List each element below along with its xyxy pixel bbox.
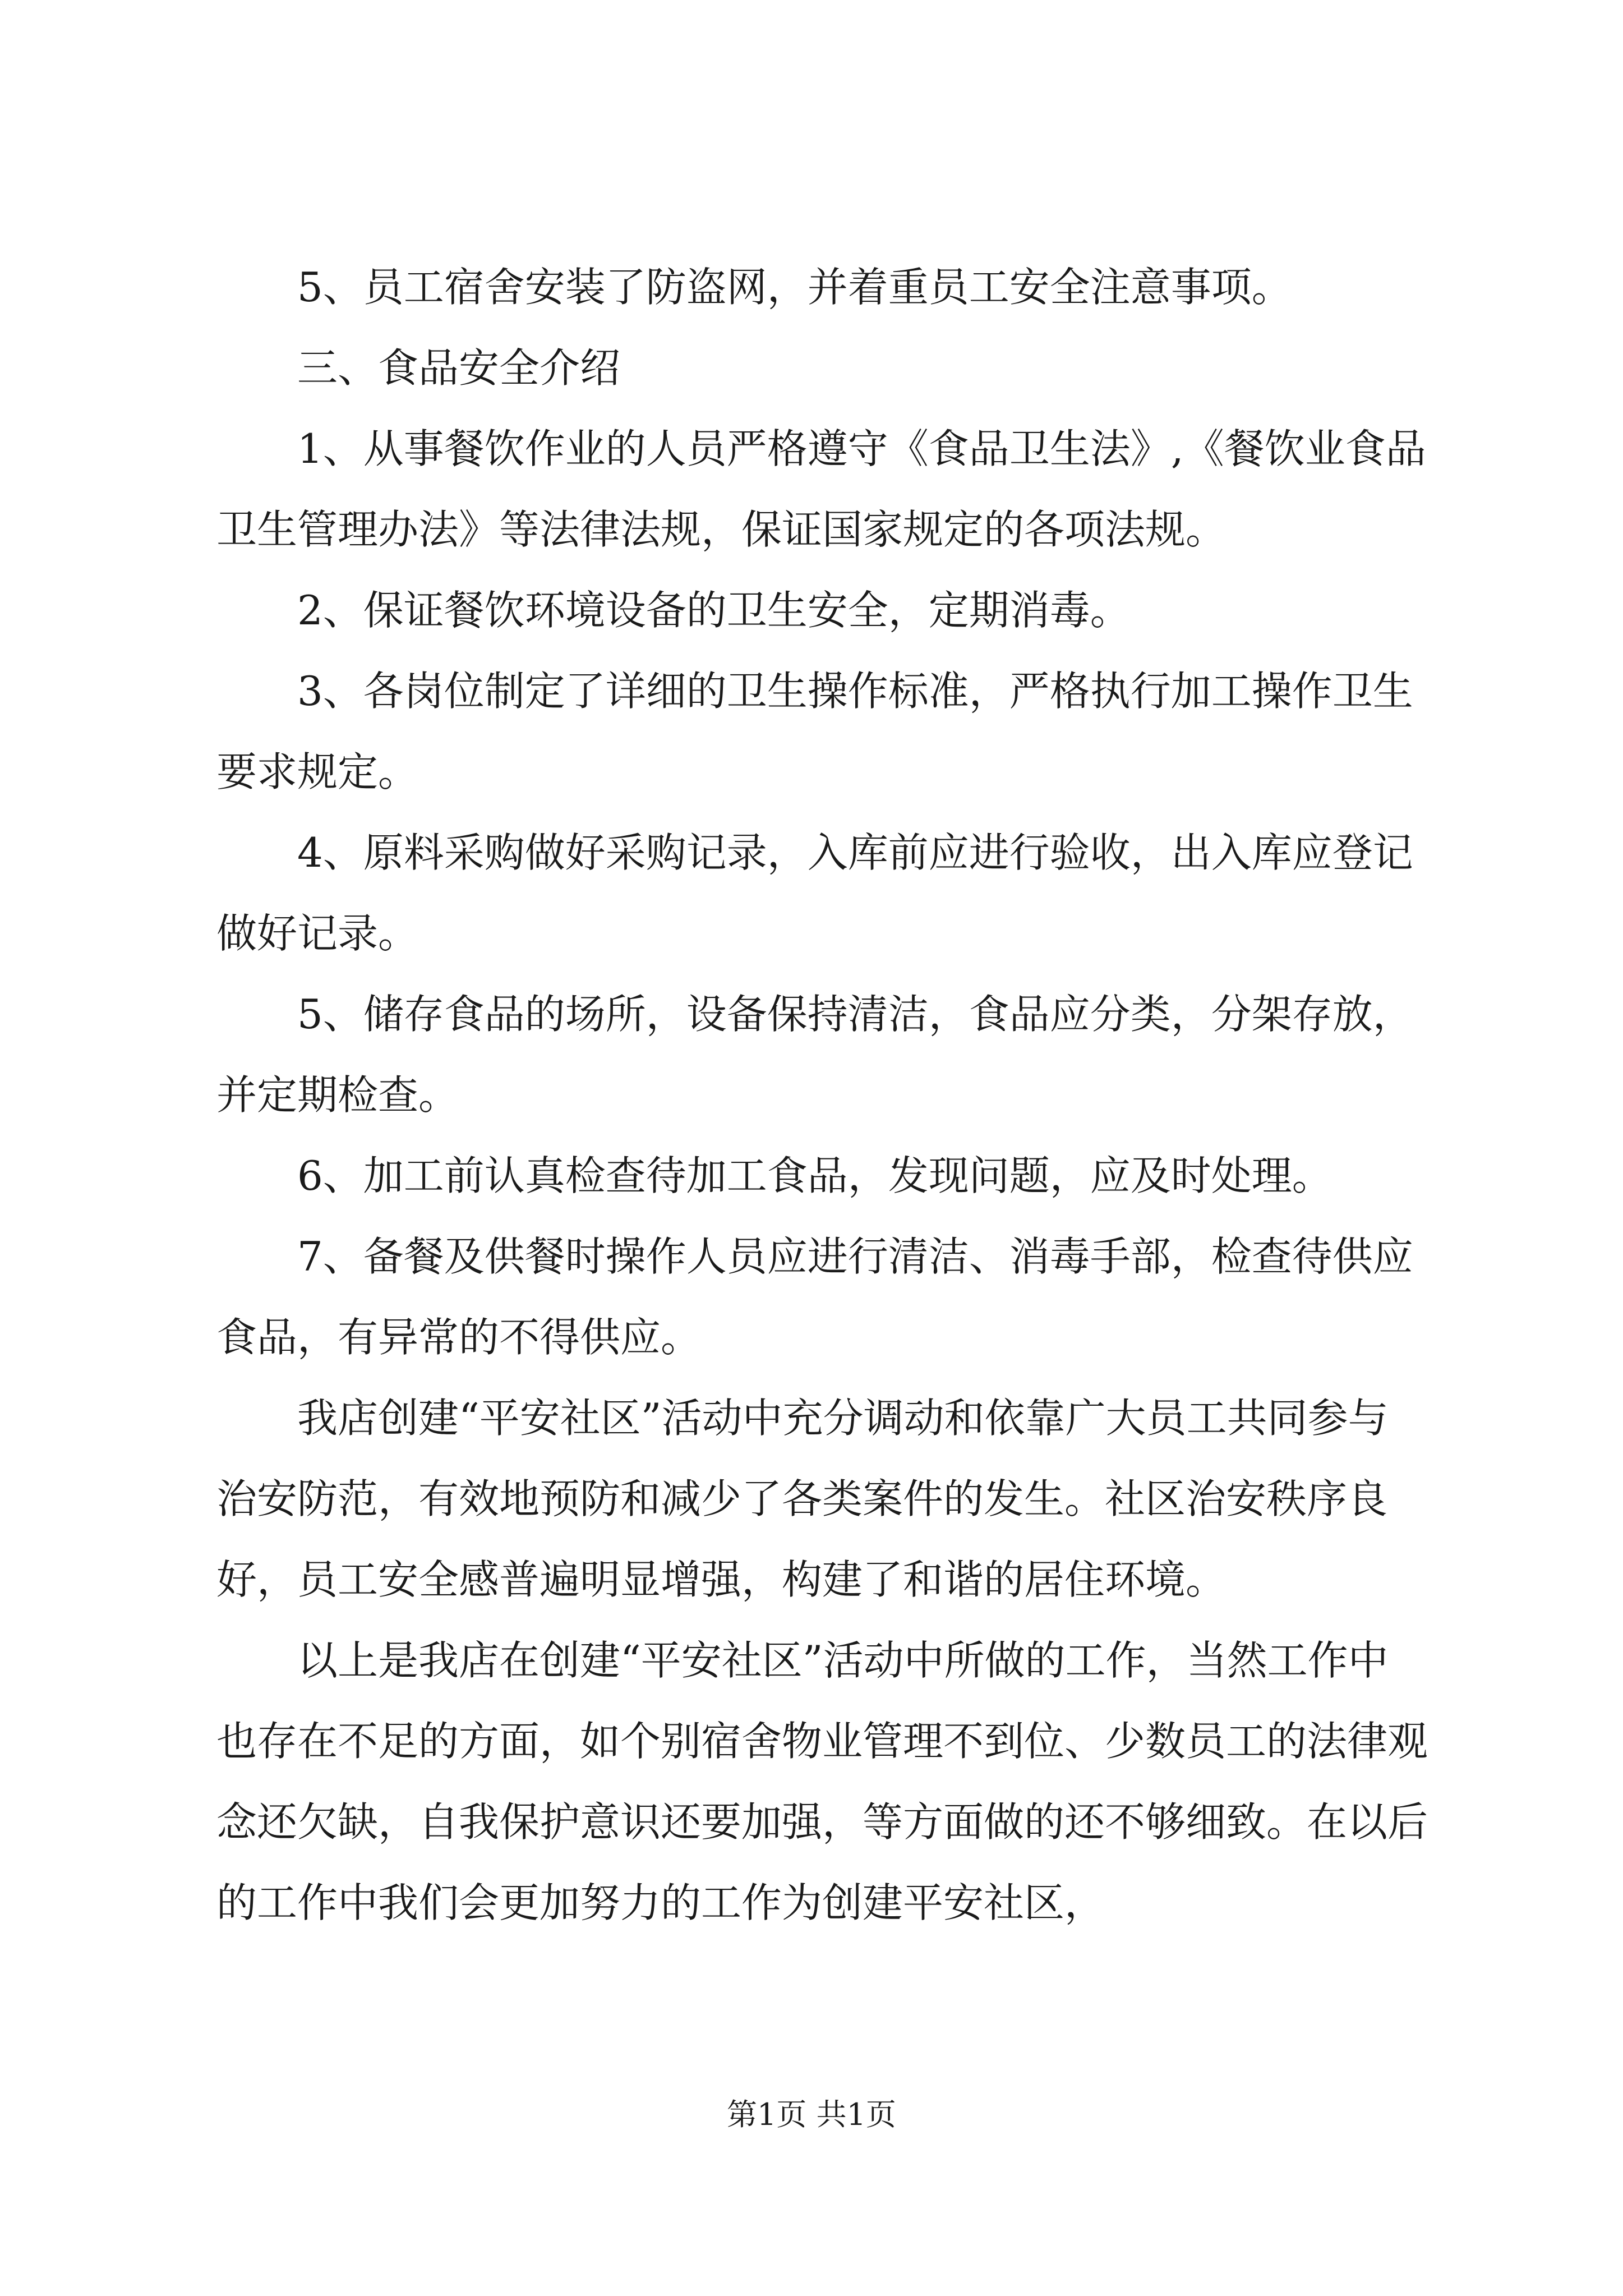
page-footer: 第1页 共1页 xyxy=(727,2097,896,2132)
paragraph-item-1: 1、从事餐饮作业的人员严格遵守《食品卫生法》,《餐饮业食品卫生管理办法》等法律法规，保证国家规定的各项法规。 xyxy=(216,425,1426,553)
paragraph-item-4: 4、原料采购做好采购记录，入库前应进行验收，出入库应登记做好记录。 xyxy=(216,829,1413,957)
section-heading-food-safety: 三、食品安全介绍 xyxy=(297,344,621,392)
paragraph-summary: 我店创建“平安社区”活动中充分调动和依靠广大员工共同参与治安防范，有效地预防和减少了各类案件的发生。社区治安秩序良好，员工安全感普遍明显增强，构建了和谐的居住环境。 xyxy=(216,1395,1389,1603)
paragraph-item-7: 7、备餐及供餐时操作人员应进行清洁、消毒手部，检查待供应食品，有异常的不得供应。 xyxy=(216,1233,1413,1361)
paragraph-item-5-storage: 5、储存食品的场所，设备保持清洁，食品应分类，分架存放，并定期检查。 xyxy=(216,991,1413,1119)
document-body xyxy=(216,247,1428,1943)
paragraph-item-2: 2、保证餐饮环境设备的卫生安全，定期消毒。 xyxy=(297,587,1131,634)
paragraph-item-5-dorm: 5、员工宿舍安装了防盗网，并着重员工安全注意事项。 xyxy=(297,264,1292,311)
paragraph-conclusion: 以上是我店在创建“平安社区”活动中所做的工作，当然工作中也存在不足的方面，如个别宿舍物业管理不到位、少数员工的法律观念还欠缺，自我保护意识还要加强，等方面做的还不够细致。在以后的工作中我们会更加努力的工作为创建平安社区， xyxy=(216,1637,1428,1926)
paragraph-item-6: 6、加工前认真检查待加工食品，发现问题，应及时处理。 xyxy=(297,1152,1332,1199)
paragraph-item-3: 3、各岗位制定了详细的卫生操作标准，严格执行加工操作卫生要求规定。 xyxy=(216,668,1413,795)
